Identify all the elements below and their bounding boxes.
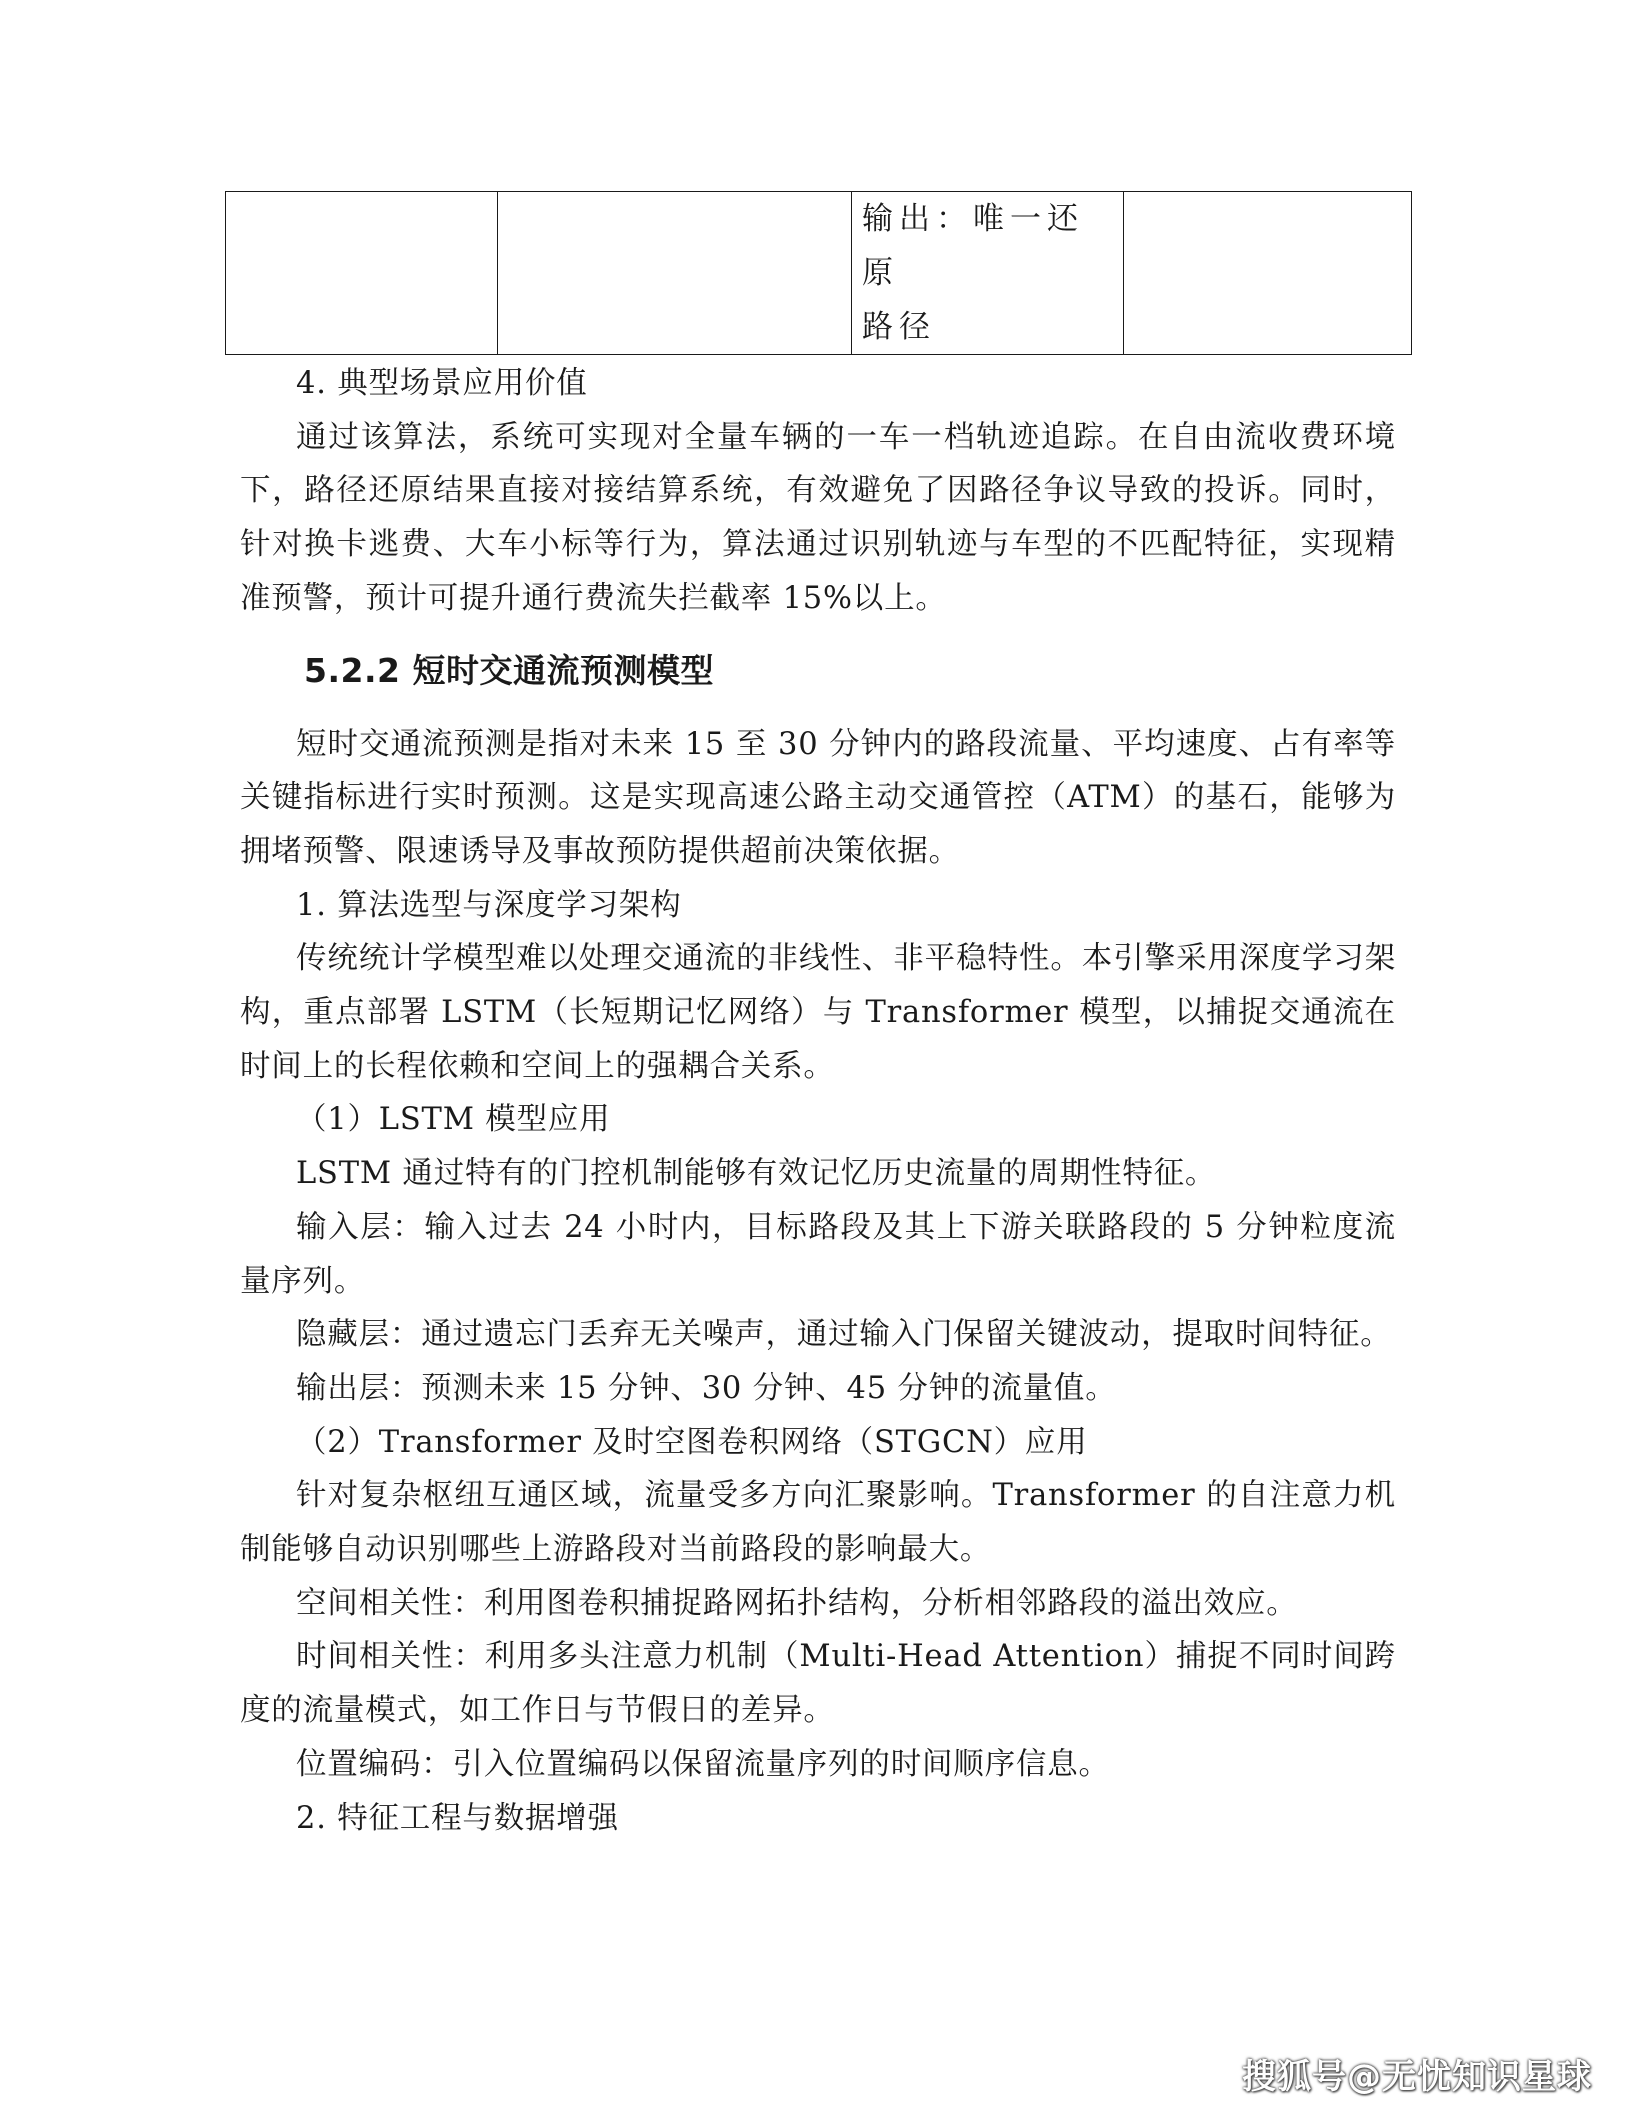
lstm-input-layer: 输入层：输入过去 24 小时内，目标路段及其上下游关联路段的 5 分钟粒度流量序列。 [240, 1209, 1396, 1299]
item1-heading: 1. 算法选型与深度学习架构 [296, 887, 682, 923]
item4-heading: 4. 典型场景应用价值 [296, 366, 588, 401]
transformer-paragraph: 针对复杂枢纽互通区域，流量受多方向汇聚影响。Transformer 的自注意力机制能够自动识别哪些上游路段对当前路段的影响最大。 [240, 1478, 1396, 1568]
temporal-correlation: 时间相关性：利用多头注意力机制（Multi-Head Attention）捕捉不同时间跨度的流量模式，如工作日与节假日的差异。 [240, 1639, 1396, 1729]
cell-line: 路径 [862, 309, 936, 345]
lstm-paragraph: LSTM 通过特有的门控机制能够有效记忆历史流量的周期性特征。 [296, 1156, 1217, 1192]
spatial-correlation: 空间相关性：利用图卷积捕捉路网拓扑结构，分析相邻路段的溢出效应。 [296, 1585, 1298, 1621]
item1-paragraph: 传统统计学模型难以处理交通流的非线性、非平稳特性。本引擎采用深度学习架构，重点部署 LSTM（长短期记忆网络）与 Transformer 模型，以捕捉交通流在时间上的长程依赖和空间上的强耦合关系。 [240, 941, 1396, 1084]
table-row [226, 192, 1412, 355]
table-cell [498, 192, 852, 355]
position-encoding: 位置编码：引入位置编码以保留流量序列的时间顺序信息。 [296, 1746, 1110, 1782]
body-text [240, 357, 1396, 1845]
lstm-output-layer: 输出层：预测未来 15 分钟、30 分钟、45 分钟的流量值。 [296, 1370, 1117, 1406]
transformer-heading: （2）Transformer 及时空图卷积网络（STGCN）应用 [296, 1424, 1088, 1460]
table-cell [226, 192, 498, 355]
table-cell [1124, 192, 1412, 355]
lstm-heading: （1）LSTM 模型应用 [296, 1102, 611, 1138]
watermark: 搜狐号@无忧知识星球 [1242, 2057, 1592, 2097]
item2-heading: 2. 特征工程与数据增强 [296, 1800, 619, 1836]
section-intro-paragraph: 短时交通流预测是指对未来 15 至 30 分钟内的路段流量、平均速度、占有率等关键指标进行实时预测。这是实现高速公路主动交通管控（ATM）的基石，能够为拥堵预警、限速诱导及事故预防提供超前决策依据。 [240, 726, 1396, 869]
item4-paragraph: 通过该算法，系统可实现对全量车辆的一车一档轨迹追踪。在自由流收费环境下，路径还原结果直接对接结算系统，有效避免了因路径争议导致的投诉。同时，针对换卡逃费、大车小标等行为，算法通过识别轨迹与车型的不匹配特征，实现精准预警，预计可提升通行费流失拦截率 15%以上。 [240, 419, 1396, 616]
table-cell-output [852, 192, 1124, 355]
cell-line: 输出：唯一还原 [862, 201, 1084, 291]
table-fragment [225, 191, 1412, 355]
lstm-hidden-layer: 隐藏层：通过遗忘门丢弃无关噪声，通过输入门保留关键波动，提取时间特征。 [296, 1317, 1392, 1353]
section-title: 5.2.2 短时交通流预测模型 [304, 650, 714, 690]
